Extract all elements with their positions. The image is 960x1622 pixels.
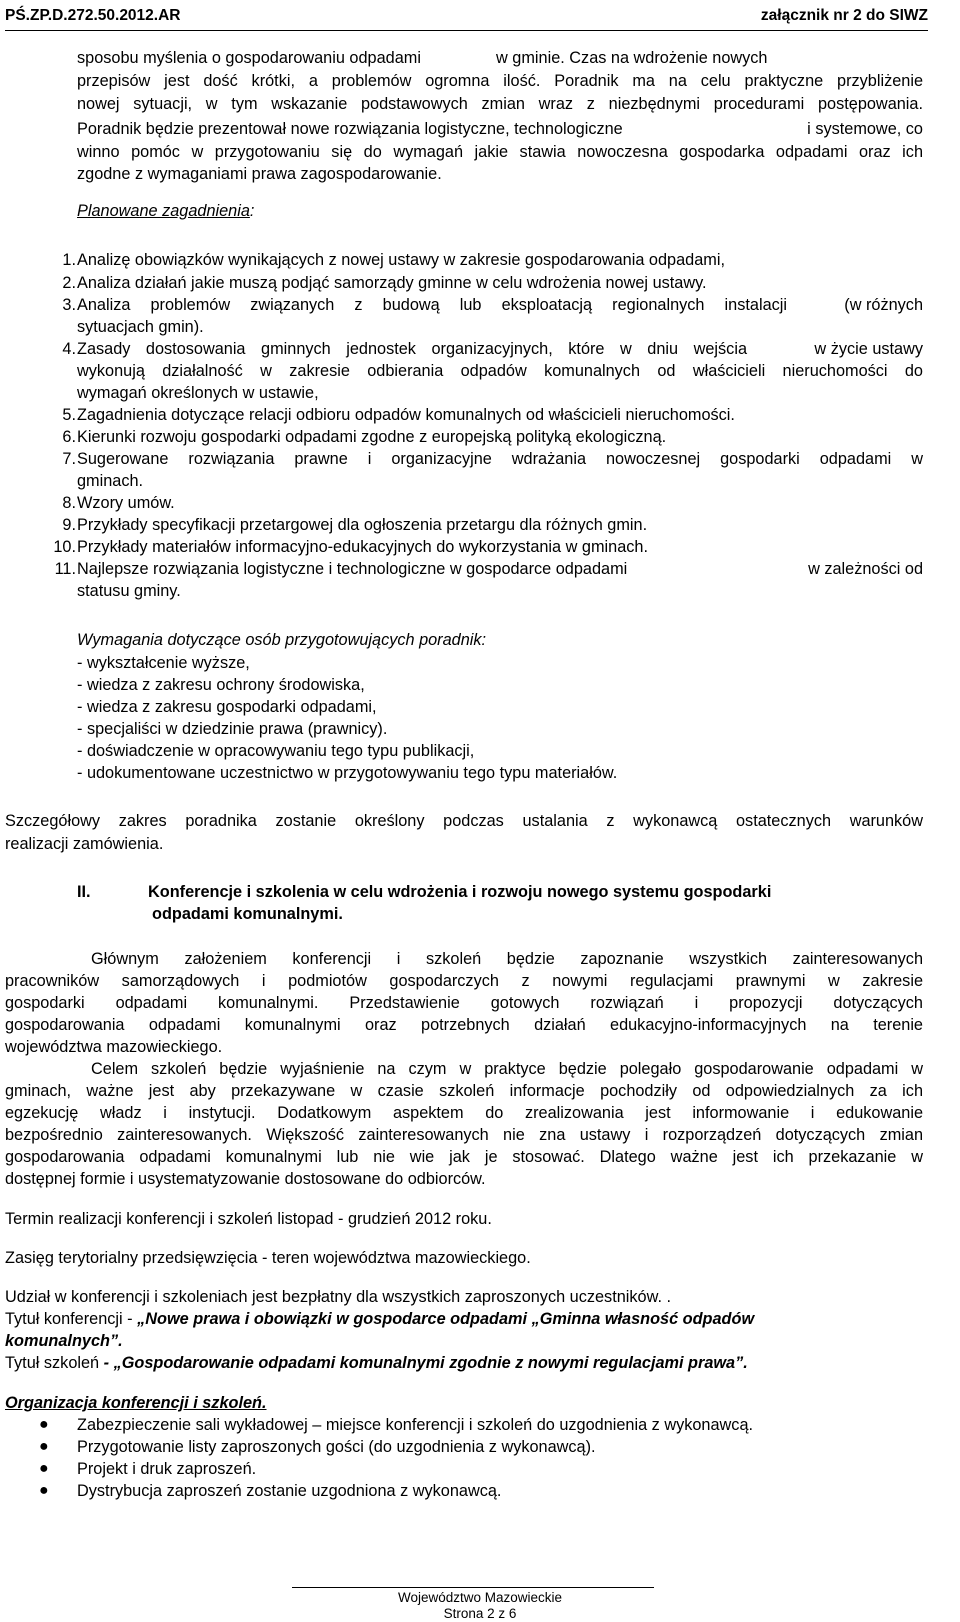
topic-item-11-right: w zależności od xyxy=(808,560,923,578)
section-title-line-2: odpadami komunalnymi. xyxy=(152,905,343,923)
scope-line-2: realizacji zamówienia. xyxy=(5,835,164,853)
topic-item-4-line-3: wymagań określonych w ustawie, xyxy=(77,384,319,402)
para2-line-6: dostępnej formie i usystematyzowanie dostosowane do odbiorców. xyxy=(5,1170,486,1188)
intro-line-1a: sposobu myślenia o gospodarowaniu odpadami xyxy=(77,49,421,67)
participation-text: Udział w konferencji i szkoleniach jest bezpłatny dla wszystkich zaproszonych uczestników. . xyxy=(5,1288,672,1306)
topic-item-7-line-1: Sugerowane rozwiązania prawne i organizacyjne wdrażania nowoczesnej gospodarki odpadami w xyxy=(77,450,923,468)
topic-item-11-line-1: Najlepsze rozwiązania logistyczne i technologiczne w gospodarce odpadami xyxy=(77,560,628,578)
topic-item-1: Analizę obowiązków wynikających z nowej ustawy w zakresie gospodarowania odpadami, xyxy=(77,251,725,269)
para2-line-5: gospodarowania odpadami komunalnymi lub nie wie jak je stosować. Dlatego ważne jest ich przekazanie w xyxy=(5,1148,923,1166)
topic-number: 1. xyxy=(62,251,76,269)
document-reference: PŚ.ZP.D.272.50.2012.AR xyxy=(5,7,181,24)
organization-heading: Organizacja konferencji i szkoleń. xyxy=(5,1394,267,1412)
footer-organization: Województwo Mazowieckie xyxy=(397,1590,563,1605)
footer-page-number: Strona 2 z 6 xyxy=(443,1606,517,1621)
organization-item: Przygotowanie listy zaproszonych gości (do uzgodnienia z wykonawcą). xyxy=(77,1438,596,1456)
organization-item: Zabezpieczenie sali wykładowej – miejsce konferencji i szkoleń do uzgodnienia z wykonawcą. xyxy=(77,1416,754,1434)
intro-line-4b: i systemowe, co xyxy=(807,120,923,138)
para2-line-3: egzekucję władz i instytucji. Dodatkowym aspektem do zrealizowania jest informowanie i edukowanie xyxy=(5,1104,923,1122)
bullet-icon: ● xyxy=(39,1438,49,1455)
conference-title-cont: komunalnych”. xyxy=(5,1332,123,1350)
requirement-item: - doświadczenie w opracowywaniu tego typu publikacji, xyxy=(77,742,475,760)
para2-line-2: gminach, ważne jest aby przekazywane w czasie szkoleń informacje pochodziły od odpowiedzialnych za ich xyxy=(5,1082,923,1100)
para1-line-4: gospodarowania odpadami komunalnymi oraz potrzebnych działań edukacyjno-informacyjnych na terenie xyxy=(5,1016,923,1034)
para1-line-1: Głównym założeniem konferencji i szkoleń będzie zapoznanie wszystkich zainteresowanych xyxy=(91,950,923,968)
para1-line-5: województwa mazowieckiego. xyxy=(5,1038,223,1056)
requirement-item: - udokumentowane uczestnictwo w przygotowywaniu tego typu materiałów. xyxy=(77,764,618,782)
topic-number: 5. xyxy=(62,406,76,424)
organization-item: Projekt i druk zaproszeń. xyxy=(77,1460,257,1478)
topic-number: 8. xyxy=(62,494,76,512)
requirement-item: - wykształcenie wyższe, xyxy=(77,654,250,672)
attachment-label: załącznik nr 2 do SIWZ xyxy=(760,7,928,24)
topic-item-4-line-1: Zasady dostosowania gminnych jednostek organizacyjnych, które w dniu wejścia xyxy=(77,340,747,358)
training-title: Tytuł szkoleń - „Gospodarowanie odpadami komunalnymi zgodnie z nowymi regulacjami prawa”. xyxy=(5,1354,748,1372)
topic-item-3-right: (w różnych xyxy=(844,296,923,314)
topic-number: 9. xyxy=(62,516,76,534)
topic-item-6: Kierunki rozwoju gospodarki odpadami zgodne z europejską polityką ekologiczną. xyxy=(77,428,667,446)
topic-number: 6. xyxy=(62,428,76,446)
para2-line-1: Celem szkoleń będzie wyjaśnienie na czym w praktyce będzie polegało gospodarowanie odpadami w xyxy=(91,1060,923,1078)
page-header xyxy=(5,6,928,31)
topic-number: 10. xyxy=(53,538,76,556)
bullet-icon: ● xyxy=(39,1460,49,1477)
topic-item-3-line-2: sytuacjach gmin). xyxy=(77,318,204,336)
requirement-item: - specjaliści w dziedzinie prawa (prawnicy). xyxy=(77,720,388,738)
para2-line-4: bezpośrednio zainteresowanych. Większość zainteresowanych nie zna ustawy i rozporządzeń dotyczących zmian xyxy=(5,1126,923,1144)
intro-line-1b: w gminie. Czas na wdrożenie nowych xyxy=(496,49,768,67)
term-text: Termin realizacji konferencji i szkoleń listopad - grudzień 2012 roku. xyxy=(5,1210,492,1228)
organization-item: Dystrybucja zaproszeń zostanie uzgodniona z wykonawcą. xyxy=(77,1482,502,1500)
territory-text: Zasięg terytorialny przedsięwzięcia - teren województwa mazowieckiego. xyxy=(5,1249,531,1267)
topic-number: 3. xyxy=(62,296,76,314)
topic-item-4-line-2: wykonują działalność w zakresie odbierania odpadów komunalnych od właścicieli nieruchomości do xyxy=(77,362,923,380)
topic-item-3-line-1: Analiza problemów związanych z budową lub eksploatacją regionalnych instalacji xyxy=(77,296,787,314)
requirement-item: - wiedza z zakresu ochrony środowiska, xyxy=(77,676,365,694)
footer-divider xyxy=(292,1587,654,1588)
conference-title: Tytuł konferencji - „Nowe prawa i obowiązki w gospodarce odpadami „Gminna własność odpadów xyxy=(5,1310,755,1328)
requirements-heading: Wymagania dotyczące osób przygotowujących poradnik: xyxy=(77,631,487,649)
requirement-item: - wiedza z zakresu gospodarki odpadami, xyxy=(77,698,377,716)
bullet-icon: ● xyxy=(39,1416,49,1433)
topic-item-11-line-2: statusu gminy. xyxy=(77,582,181,600)
topic-item-4-right: w życie ustawy xyxy=(814,340,923,358)
section-title-line-1: Konferencje i szkolenia w celu wdrożenia i rozwoju nowego systemu gospodarki xyxy=(148,883,772,901)
topic-number: 11. xyxy=(54,560,76,578)
para1-line-2: pracowników samorządowych i podmiotów gospodarczych z nowymi regulacjami prawnymi w zakresie xyxy=(5,972,923,990)
topic-number: 7. xyxy=(62,450,76,468)
topic-item-2: Analiza działań jakie muszą podjąć samorządy gminne w celu wdrożenia nowej ustawy. xyxy=(77,274,707,292)
intro-line-6: zgodne z wymaganiami prawa zagospodarowanie. xyxy=(77,165,442,183)
topic-item-5: Zagadnienia dotyczące relacji odbioru odpadów komunalnych od właścicieli nieruchomości. xyxy=(77,406,735,424)
topic-number: 4. xyxy=(62,340,76,358)
topic-item-9: Przykłady specyfikacji przetargowej dla ogłoszenia przetargu dla różnych gmin. xyxy=(77,516,648,534)
bullet-icon: ● xyxy=(39,1482,49,1499)
topic-item-8: Wzory umów. xyxy=(77,494,175,512)
topic-item-10: Przykłady materiałów informacyjno-edukacyjnych do wykorzystania w gminach. xyxy=(77,538,648,556)
intro-line-2: przepisów jest dość krótki, a problemów ogromna ilość. Poradnik ma na celu praktyczne przybliżenie xyxy=(77,72,923,90)
intro-line-5: winno pomóc w przygotowaniu się do wymagań jakie stawia nowoczesna gospodarka odpadami oraz ich xyxy=(77,143,923,161)
section-number: II. xyxy=(77,883,91,901)
topic-number: 2. xyxy=(62,274,76,292)
intro-line-3: nowej sytuacji, w tym wskazanie podstawowych zmian wraz z niezbędnymi procedurami postępowania. xyxy=(77,95,923,113)
scope-line-1: Szczegółowy zakres poradnika zostanie określony podczas ustalania z wykonawcą ostatecznych warunków xyxy=(5,812,923,830)
topic-item-7-line-2: gminach. xyxy=(77,472,144,490)
topics-heading: Planowane zagadnienia: xyxy=(77,202,255,220)
para1-line-3: gospodarki odpadami komunalnymi. Przedstawienie gotowych rozwiązań i propozycji dotyczących xyxy=(5,994,923,1012)
intro-line-4a: Poradnik będzie prezentował nowe rozwiązania logistyczne, technologiczne xyxy=(77,120,623,138)
